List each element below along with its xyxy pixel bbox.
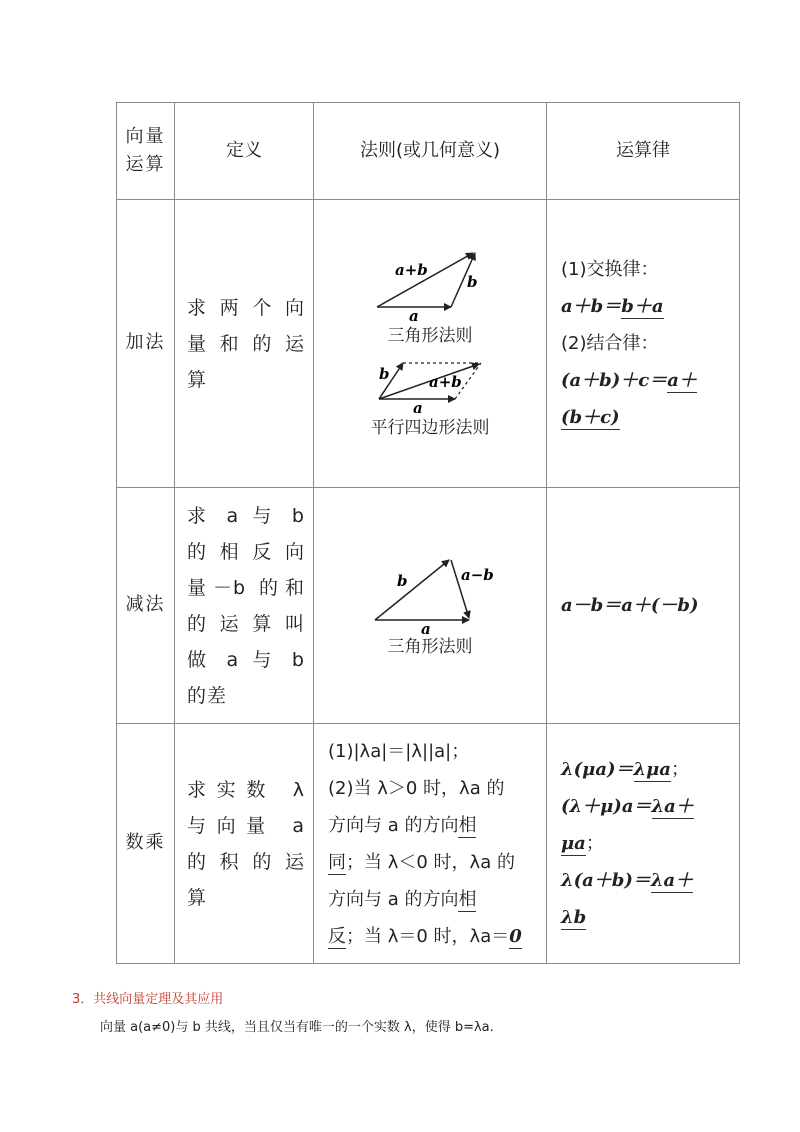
rule-line: (1)|λa|＝|λ||a|； [328, 740, 470, 762]
def-line: 算 [187, 368, 208, 391]
def-line: 的相反向 [187, 540, 305, 563]
law-title: (2)结合律： [561, 333, 659, 354]
vector-operations-table [116, 102, 740, 964]
law-expr: (a＋b)＋c＝ [561, 370, 668, 391]
header-definition: 定义 [175, 103, 314, 200]
op-name-addition-text: 加法 [125, 332, 166, 354]
rule-line: (2)当 λ＞0 时，λa 的 [328, 777, 505, 799]
table-header-row [117, 103, 740, 200]
label-sum: a+b [429, 372, 462, 391]
rule-line: ；当 λ＜0 时，λa 的 [346, 851, 515, 873]
def-line: 的积的运 [187, 850, 305, 873]
subtraction-triangle-diagram [365, 550, 495, 634]
rule-answer: 反 [328, 925, 346, 947]
label-a: a [413, 398, 423, 415]
def-line: 做 a 与 b [187, 648, 305, 671]
law-expr: a－b＝a＋(－b) [561, 595, 699, 616]
triangle-caption: 三角形法则 [387, 326, 473, 347]
def-line: 的差 [187, 684, 228, 707]
def-line: 量－b 的和 [187, 576, 305, 599]
table-row-scalar [117, 724, 740, 964]
definition-scalar [175, 724, 314, 964]
law-answer: b＋a [621, 296, 664, 317]
header-op-line1: 向量 [125, 126, 166, 148]
op-name-addition [117, 200, 175, 488]
label-b: b [397, 571, 408, 590]
header-op [117, 103, 175, 200]
label-sum: a+b [395, 261, 428, 280]
law-end: ； [585, 833, 604, 854]
header-op-line2: 运算 [125, 154, 166, 175]
rule-answer: 相 [458, 814, 477, 836]
law-answer: λa＋ [651, 796, 694, 817]
vector-b-arrow [375, 560, 449, 620]
header-law: 运算律 [547, 103, 740, 200]
def-line: 求 a 与 b [187, 504, 305, 527]
law-addition [547, 200, 740, 488]
parallelogram-rule-diagram [365, 357, 495, 415]
label-a: a [421, 619, 431, 634]
section-heading: 3．共线向量定理及其应用 [72, 992, 224, 1007]
header-rule: 法则(或几何意义) [314, 103, 547, 200]
parallelogram-caption: 平行四边形法则 [370, 417, 490, 438]
law-scalar [547, 724, 740, 964]
def-line: 量和的运 [187, 332, 305, 355]
label-b: b [467, 273, 478, 292]
rule-answer: 0 [509, 925, 522, 947]
def-line: 与向量 a [187, 814, 305, 837]
label-a: a [409, 307, 419, 324]
triangle-rule-diagram [365, 245, 495, 323]
label-b: b [379, 364, 390, 383]
def-line: 求两个向 [187, 296, 305, 319]
op-name-subtraction [117, 488, 175, 724]
law-subtraction [547, 488, 740, 724]
rule-line: ；当 λ＝0 时，λa＝ [346, 925, 510, 947]
definition-subtraction [175, 488, 314, 724]
definition-addition [175, 200, 314, 488]
law-title: (1)交换律： [561, 259, 659, 280]
def-line: 的运算叫 [187, 612, 305, 635]
op-name-scalar-text: 数乘 [125, 832, 166, 854]
table-row-addition [117, 200, 740, 488]
law-expr: (λ＋μ)a＝ [561, 796, 652, 817]
def-line: 求实数 λ [187, 778, 305, 801]
law-expr: λ(μa)＝ [561, 759, 634, 780]
op-name-subtraction-text: 减法 [125, 594, 166, 616]
law-answer: μa [561, 833, 586, 854]
rule-line: 方向与 a 的方向 [328, 888, 459, 910]
law-end: ； [670, 759, 689, 780]
rule-line: 方向与 a 的方向 [328, 814, 459, 836]
def-line: 算 [187, 886, 208, 909]
law-expr: λ(a＋b)＝ [561, 870, 651, 891]
label-diff: a−b [461, 565, 494, 584]
triangle-caption: 三角形法则 [387, 636, 473, 657]
section-body: 向量 a(a≠0)与 b 共线，当且仅当有唯一的一个实数 λ，使得 b=λa. [100, 1020, 494, 1035]
rule-addition [314, 200, 547, 488]
law-answer: λa＋ [650, 870, 694, 891]
law-answer: λb [561, 907, 587, 928]
rule-answer: 相 [458, 888, 477, 910]
rule-scalar [314, 724, 547, 964]
law-answer: λμa [633, 759, 671, 780]
rule-answer: 同 [328, 851, 346, 873]
law-answer: (b＋c) [561, 407, 620, 428]
rule-subtraction [314, 488, 547, 724]
table-row-subtraction [117, 488, 740, 724]
op-name-scalar [117, 724, 175, 964]
law-answer: a＋ [667, 370, 697, 391]
law-expr: a＋b＝ [561, 296, 622, 317]
